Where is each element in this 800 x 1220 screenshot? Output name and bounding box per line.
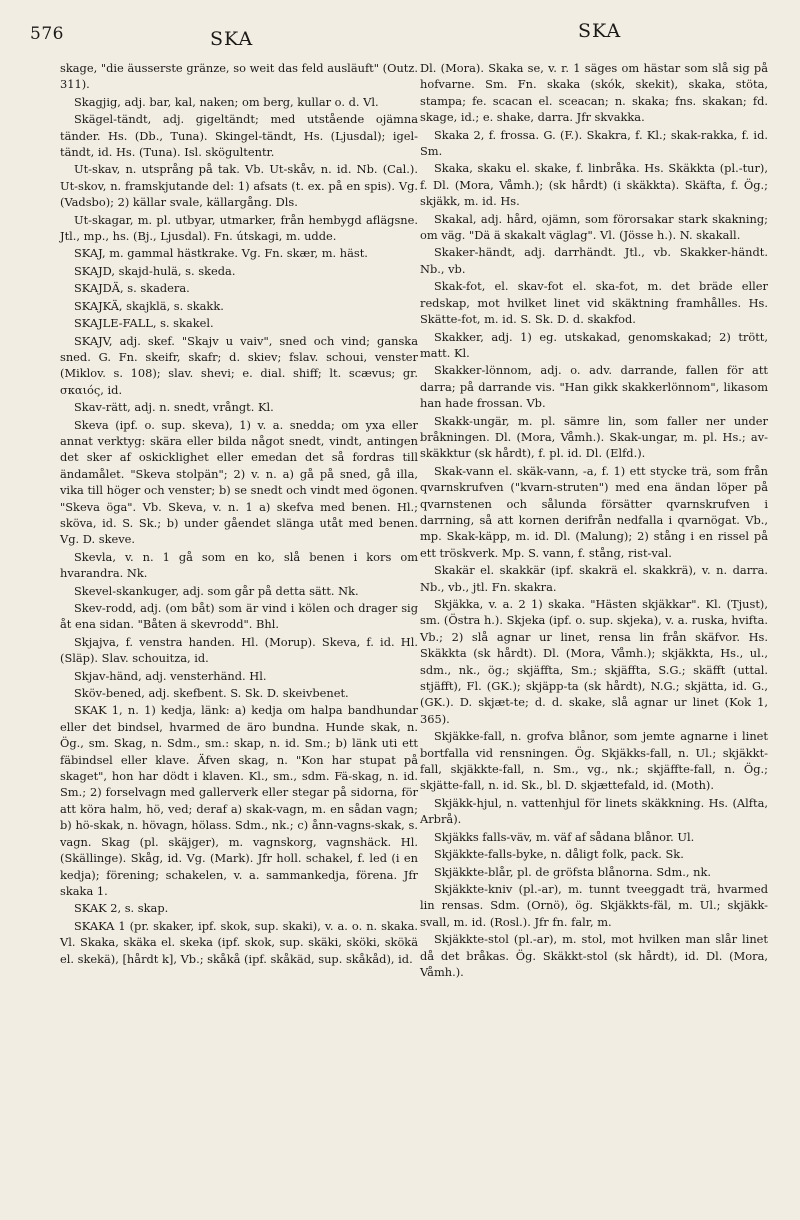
dictionary-entry: Dl. (Mora). Skaka se, v. r. 1 säges om hästar som slå sig på hofvarne. Sm. Fn. skaka (skók, skekit), skaka, stöta, stampa; fe. scacan el. sceacan; n. skaka; fns. skakan; fd. skage, id.; e. shake, darra. Jfr skvakka. <box>420 61 768 125</box>
dictionary-entry: Skjäkkte-blår, pl. de gröfsta blånorna. Sdm., nk. <box>434 864 711 879</box>
running-head-right: SKA <box>578 20 622 42</box>
dictionary-entry: Skjäkks falls-väv, m. väf af sådana blånor. Ul. <box>434 829 695 844</box>
dictionary-entry: Skaker-händt, adj. darrhändt. Jtl., vb. Skakker-händt. Nb., vb. <box>420 245 768 276</box>
dictionary-entry: SKAK 1, n. 1) kedja, länk: a) kedja om halpa bandhundar eller det bindsel, hvarmed de äro bundna. Hunde skak, n. Ög., sm. Skag, n. Sdm., sm.: skap, n. id. Sm.; b) länk uti ett fäbindsel eller klave. Äfven skag, n. "Kon har stupat på skaget", hon har dödt i klaven. Kl., sm., sdm. Fä-skag, n. id. Sm.; 2) forselvagn med gallerverk eller stegar på sidorna, för att köra halm, hö, ved; deraf a) skak-vagn, m. en sådan vagn; b) hö-skak, n. hövagn, hölass. Sdm., nk.; c) ånn-vagns-skak, s. vagn. Skag (pl. skäjger), m. vagnskorg, vagnshäck. Hl. (Skällinge). Skåg, id. Vg. (Mark). Jfr holl. schakel, f. led (i en kedja); förening; schakelen, v. a. sammankedja, förena. Jfr skaka 1. <box>60 703 418 898</box>
dictionary-entry: Skjäkkte-falls-byke, n. dåligt folk, pack. Sk. <box>434 847 684 862</box>
dictionary-entry: SKAJD, skajd-hulä, s. skeda. <box>74 263 236 278</box>
dictionary-entry: Skjäkk-hjul, n. vattenhjul för linets skäkkning. Hs. (Alfta, Arbrå). <box>420 795 768 827</box>
dictionary-entry: Skägel-tändt, adj. gigeltändt; med utstående ojämna tänder. Hs. (Db., Tuna). Skingel-tändt, Hs. (Ljusdal); igel-tändt, id. Hs. (Tuna). Isl. skögultentr. <box>60 112 418 160</box>
dictionary-entry: Skevla, v. n. 1 gå som en ko, slå benen i kors om hvarandra. Nk. <box>60 549 418 581</box>
dictionary-entry: SKAK 2, s. skap. <box>74 901 169 916</box>
right-column <box>420 60 768 981</box>
dictionary-entry: Skjäkke-fall, n. grofva blånor, som jemte agnarne i linet bortfalla vid rensningen. Ög. Skjäkks-fall, n. Ul.; skjäkkt-fall, skjäkkte-fall, n. Sm., vg., nk.; skjäffte-fall, n. Ög.; skjätte-fall, n. id. Sk., bl. D. skjættefald, id. (Moth). <box>420 729 768 793</box>
dictionary-entry: Skakker-lönnom, adj. o. adv. darrande, fallen för att darra; på darrande vis. "Han gikk skakkerlönnom", likasom han hade frossan. Vb. <box>420 363 768 411</box>
dictionary-entry: Skakär el. skakkär (ipf. skakrä el. skakkrä), v. n. darra. Nb., vb., jtl. Fn. skakra. <box>420 563 768 594</box>
dictionary-entry: Skak-vann el. skäk-vann, -a, f. 1) ett stycke trä, som från qvarnskrufven ("kvarn-struten") med ena ändan löper på qvarnstenen och sålunda försätter qvarnskrufven i darrning, så att kornen derifrån nedfalla i qvarnögat. Vb., mp. Skak-käpp, m. id. Dl. (Malung); 2) stång i en rissel på ett tröskverk. Mp. S. vann, f. stång, rist-val. <box>420 463 768 560</box>
dictionary-entry: Skav-rätt, adj. n. snedt, vrångt. Kl. <box>74 400 274 415</box>
dictionary-entry: Skjäkka, v. a. 2 1) skaka. "Hästen skjäkkar". Kl. (Tjust), sm. (Östra h.). Skjeka (ipf. o. sup. skjeka), v. a. ruska, hvifta. Vb.; 2) slå agnar ur linet, rensa lin från skäfvor. Hs. Skäkkta (sk hårdt). Dl. (Mora, Våmh.); skjäkkta, Hs., ul., sdm., nk., ög.; skjäffta, Sm.; skjäffta, S.G.; skäfft (uttal. stjäfft), Fl. (GK.); skjäpp-ta (sk hårdt), N.G.; skjätta, id. G., (GK.). D. skjæt-te; d. d. skake, slå agnar ur linet (Kok 1, 365). <box>420 597 768 726</box>
running-head-left: SKA <box>210 28 254 50</box>
dictionary-entry: SKAJLE-FALL, s. skakel. <box>74 316 214 331</box>
dictionary-entry: skage, "die äusserste gränze, so weit das feld ausläuft" (Outz. 311). <box>60 61 418 92</box>
dictionary-entry: Skevel-skankuger, adj. som går på detta sätt. Nk. <box>74 583 359 598</box>
dictionary-entry: Skagjig, adj. bar, kal, naken; om berg, kullar o. d. Vl. <box>74 94 379 109</box>
dictionary-entry: SKAJ, m. gammal hästkrake. Vg. Fn. skær, m. häst. <box>74 246 368 261</box>
dictionary-entry: Skjäkkte-kniv (pl.-ar), m. tunnt tveeggadt trä, hvarmed lin rensas. Sdm. (Ornö), ög. Skjäkkts-fäl, m. Ul.; skjäkk-svall, m. id. (Rosl.). Jfr fn. falr, m. <box>420 881 768 929</box>
dictionary-entry: Skev-rodd, adj. (om båt) som är vind i kölen och drager sig åt ena sidan. "Båten ä skevrodd". Bhl. <box>60 601 418 632</box>
dictionary-entry: Skaka 2, f. frossa. G. (F.). Skakra, f. Kl.; skak-rakka, f. id. Sm. <box>420 127 768 159</box>
dictionary-entry: SKAJKÄ, skajklä, s. skakk. <box>74 298 224 313</box>
page-number: 576 <box>30 24 64 44</box>
dictionary-entry: Skakker, adj. 1) eg. utskakad, genomskakad; 2) trött, matt. Kl. <box>420 329 768 360</box>
dictionary-entry: Skeva (ipf. o. sup. skeva), 1) v. a. snedda; om yxa eller annat verktyg: skära eller bilda något snedt, vindt, antingen det sker af oskicklighet eller emedan det så fordras till ändamålet. "Skeva stolpän"; 2) v. n. a) gå på sned, gå illa, vika till höger och venster; b) se snedt och vindt med ögonen. "Skeva öga". Vb. Skeva, v. n. 1 a) skefva med benen. Hl.; sköva, id. S. Sk.; b) under gåendet slänga utåt med benen. Vg. D. skeve. <box>60 417 418 547</box>
dictionary-entry: Skakk-ungär, m. pl. sämre lin, som faller ner under bråkningen. Dl. (Mora, Våmh.). Skak-ungar, m. pl. Hs.; av-skäkktur (sk hårdt), f. pl. id. Dl. (Elfd.). <box>420 413 768 461</box>
dictionary-entry: Sköv-bened, adj. skefbent. S. Sk. D. skeivbenet. <box>74 686 349 701</box>
dictionary-entry: SKAJDÄ, s. skadera. <box>74 281 190 296</box>
left-column <box>60 60 418 968</box>
dictionary-entry: Ut-skagar, m. pl. utbyar, utmarker, från hembygd aflägsne. Jtl., mp., hs. (Bj., Ljusdal). Fn. útskagi, m. udde. <box>60 212 418 244</box>
dictionary-entry: Skjäkkte-stol (pl.-ar), m. stol, mot hvilken man slår linet då det bråkas. Ög. Skäkkt-stol (sk hårdt), id. Dl. (Mora, Våmh.). <box>420 932 768 979</box>
dictionary-entry: SKAJV, adj. skef. "Skajv u vaiv", sned och vind; ganska sned. G. Fn. skeifr, skafr; d. skiev; fslav. schoui, venster (Miklov. s. 108); slav. shevi; e. dial. shiff; lt. scævus; gr. σκαιός, id. <box>60 333 418 397</box>
dictionary-entry: Skjajva, f. venstra handen. Hl. (Morup). Skeva, f. id. Hl. (Släp). Slav. schouitza, id. <box>60 634 418 666</box>
dictionary-entry: Skaka, skaku el. skake, f. linbråka. Hs. Skäkkta (pl.-tur), f. Dl. (Mora, Våmh.); (sk hårdt) (i skäkkta). Skäfta, f. Ög.; skjäkk, m. id. Hs. <box>420 161 768 209</box>
dictionary-entry: SKAKA 1 (pr. skaker, ipf. skok, sup. skaki), v. a. o. n. skaka. Vl. Skaka, skäka el. skeka (ipf. skok, sup. skäki, sköki, skökä el. skekä), [hårdt k], Vb.; skåkå (ipf. skåkäd, sup. skåkåd), id. <box>60 918 418 966</box>
dictionary-entry: Skakal, adj. hård, ojämn, som förorsakar stark skakning; om väg. "Dä ä skakalt väglag". Vl. (Jösse h.). N. skakall. <box>420 211 768 243</box>
dictionary-entry: Skak-fot, el. skav-fot el. ska-fot, m. det bräde eller redskap, mot hvilket linet vid skäktning framhålles. Hs. Skätte-fot, m. id. S. Sk. D. d. skakfod. <box>420 279 768 327</box>
dictionary-entry: Ut-skav, n. utsprång på tak. Vb. Ut-skåv, n. id. Nb. (Cal.). Ut-skov, n. framskjutande del: 1) afsats (t. ex. på en spis). Vg. (Vadsbo); 2) källar svale, källargång. Dls. <box>60 162 418 210</box>
dictionary-entry: Skjav-händ, adj. vensterhänd. Hl. <box>74 668 267 683</box>
